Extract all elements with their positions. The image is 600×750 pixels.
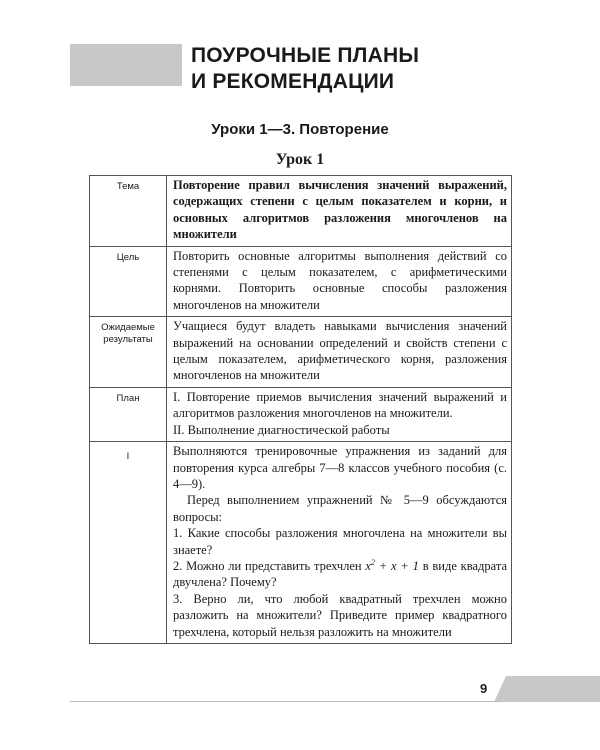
row-label-plan: План [90, 387, 167, 441]
row-label-stage-1: I [90, 442, 167, 644]
row-content-expected-results: Учащиеся будут владеть навыками вычисления значений выражений на основании определений и свойств степени с целым показателем, арифметического корня, разложения многочленов на множители [167, 317, 512, 388]
chapter-title [191, 43, 531, 95]
formula-rest: + x + 1 [378, 558, 419, 573]
question-2 [173, 558, 507, 591]
formula-exponent: 2 [370, 557, 375, 567]
row-label-goal: Цель [90, 246, 167, 317]
chapter-title-line-2: И РЕКОМЕНДАЦИИ [191, 70, 395, 93]
question-2-suffix: в виде квадрата двучлена? Почему? [173, 558, 508, 590]
table-row [90, 246, 512, 317]
row-label-topic: Тема [90, 176, 167, 247]
row-content-plan [167, 387, 512, 441]
stage-1-paragraph: Перед выполнением упражнений № 5—9 обсуждаются вопросы: [173, 493, 507, 524]
question-2-prefix: 2. Можно ли представить трехчлен [173, 558, 362, 573]
row-label-expected-results: Ожидаемые результаты [90, 317, 167, 388]
quadratic-formula [365, 559, 418, 573]
stage-1-paragraph: Выполняются тренировочные упражнения из заданий для повторения курса алгебры 7—8 классов учебного пособия (с. 4—9). [173, 444, 507, 491]
table-row [90, 176, 512, 247]
table-row [90, 317, 512, 388]
chapter-title-line-1: ПОУРОЧНЫЕ ПЛАНЫ [191, 44, 420, 67]
lesson-plan-table [89, 175, 512, 644]
formula-variable: x [365, 558, 371, 573]
row-content-goal: Повторить основные алгоритмы выполнения действий со степенями с целым показателем, с арифметическими корнями. Повторить основные способы разложения многочленов на множители [167, 246, 512, 317]
table-row [90, 442, 512, 644]
header-band [70, 44, 182, 86]
footer-band [494, 676, 600, 702]
question-1: 1. Какие способы разложения многочлена на множители вы знаете? [173, 526, 507, 557]
question-3: 3. Верно ли, что любой квадратный трехчлен можно разложить на множители? Приведите пример квадратного трехчлена, который нельзя разложить на множители [173, 591, 507, 639]
row-content-topic: Повторение правил вычисления значений выражений, содержащих степени с целым показателем и корни, и основных алгоритмов разложения многочленов на множители [167, 176, 512, 247]
plan-item-2: II. Выполнение диагностической работы [173, 422, 390, 437]
table-row [90, 387, 512, 441]
row-content-stage-1 [167, 442, 512, 644]
plan-item-1: I. Повторение приемов вычисления значений выражений и алгоритмов разложения многочленов на множители. [173, 389, 507, 421]
footer-rule [70, 701, 500, 702]
section-title: Уроки 1—3. Повторение [211, 121, 389, 138]
lesson-title: Урок 1 [275, 151, 325, 168]
page-number: 9 [480, 681, 488, 696]
